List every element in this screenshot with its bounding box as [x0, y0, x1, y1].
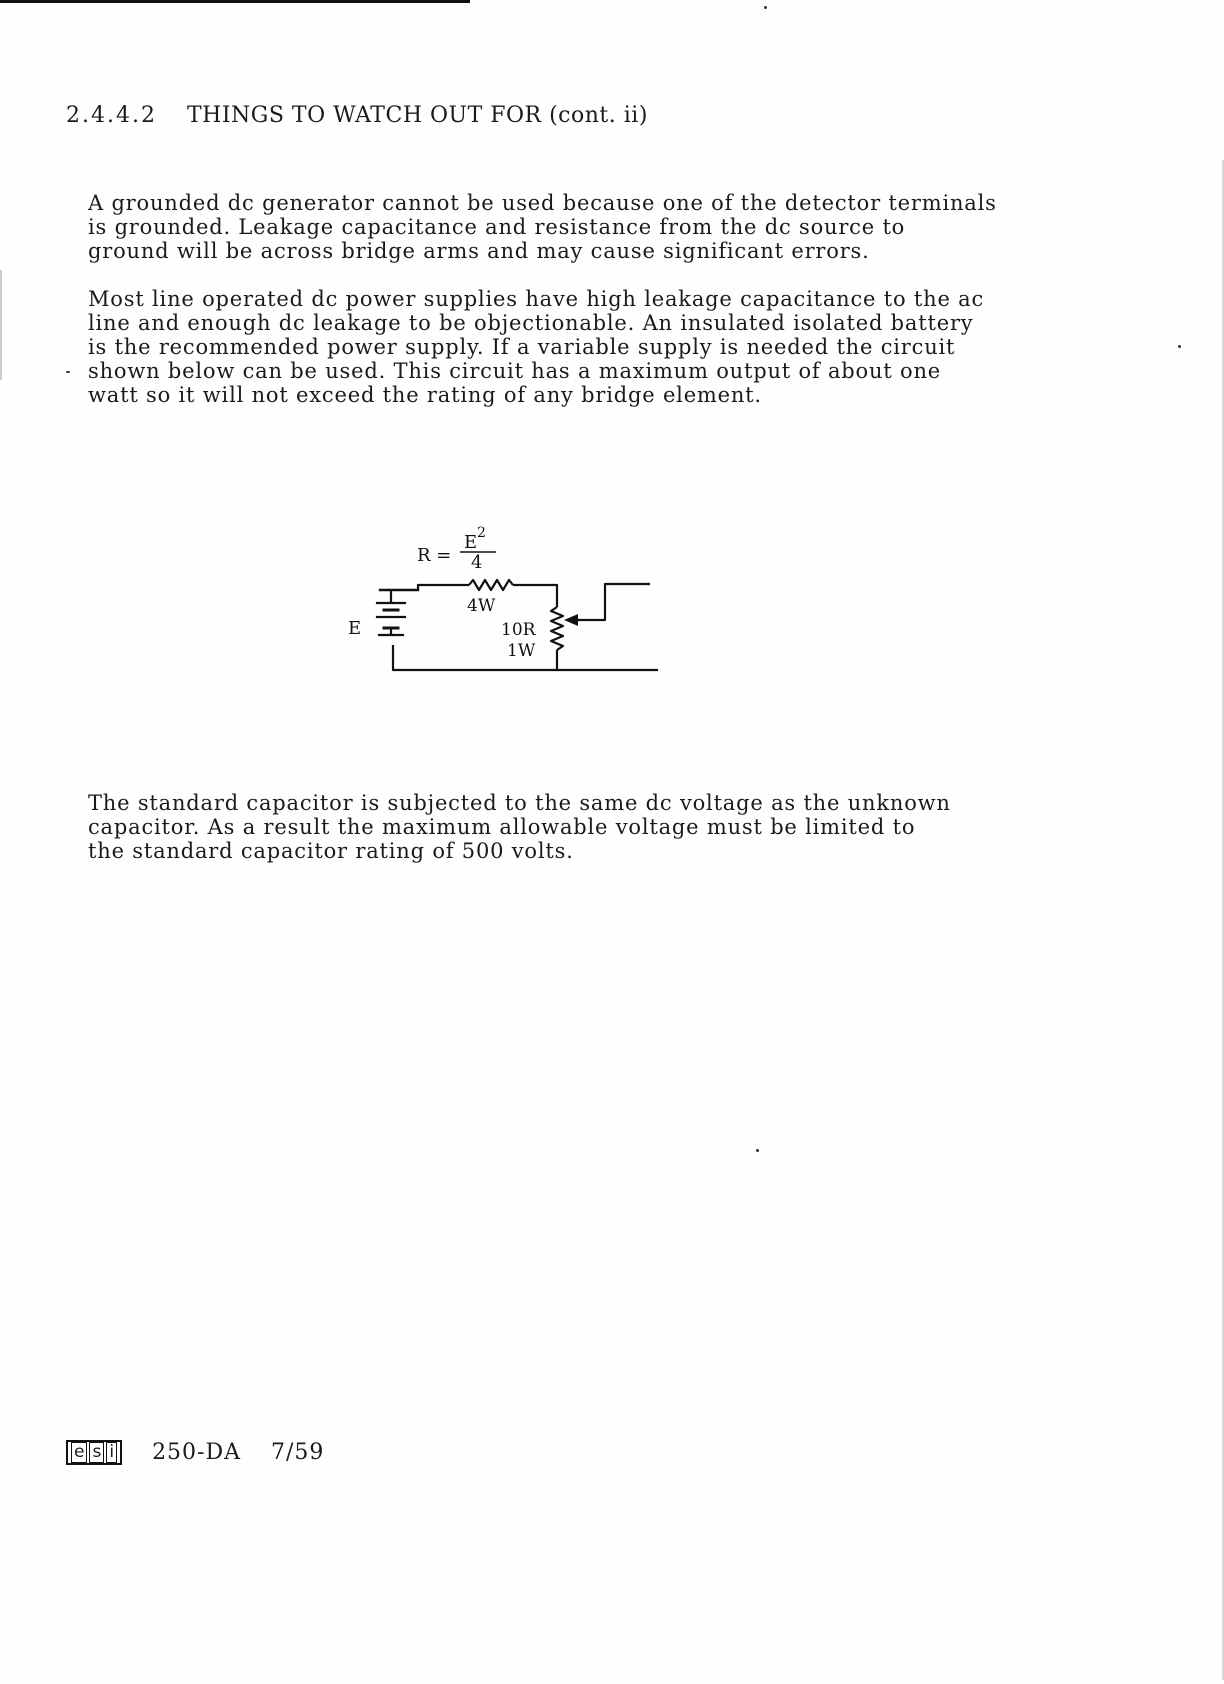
resistor-rating-label: 4W: [467, 596, 496, 616]
circuit-diagram: [348, 510, 680, 695]
formula-denominator: 4: [471, 552, 483, 573]
scan-speck: [1178, 345, 1181, 348]
wiper-arrow: [564, 614, 578, 626]
wiper-lead: [578, 584, 650, 620]
series-resistor: [469, 580, 513, 590]
scan-edge-left: [0, 270, 2, 380]
logo-letter: i: [106, 1442, 117, 1463]
battery-symbol: [377, 590, 418, 635]
formula-lhs: R =: [417, 545, 452, 566]
pot-value-label: 10R: [501, 620, 536, 640]
document-number: 250-DA: [152, 1440, 242, 1465]
section-title: THINGS TO WATCH OUT FOR (cont. ii): [186, 103, 648, 128]
document-date: 7/59: [271, 1440, 325, 1465]
logo-letter: e: [71, 1442, 87, 1463]
wire: [513, 585, 557, 607]
text-line: shown below can be used. This circuit has a maximum output of about one: [88, 359, 942, 383]
pot-rating-label: 1W: [507, 641, 536, 661]
esi-logo: [66, 1440, 122, 1465]
scan-speck: [756, 1149, 759, 1152]
paragraph-standard-capacitor: [88, 791, 1048, 863]
battery-label: E: [348, 618, 362, 639]
wire: [418, 585, 469, 590]
potentiometer: [551, 607, 563, 650]
text-line: Most line operated dc power supplies have high leakage capacitance to the ac: [88, 287, 985, 311]
text-line: capacitor. As a result the maximum allowable voltage must be limited to: [88, 815, 916, 839]
section-number: 2.4.4.2: [66, 103, 157, 128]
paragraph-grounded-generator: [88, 191, 1048, 263]
scan-border-line: [0, 0, 470, 3]
text-line: A grounded dc generator cannot be used because one of the detector terminals: [88, 191, 997, 215]
text-line: the standard capacitor rating of 500 volts.: [88, 839, 574, 863]
scan-speck: [66, 371, 70, 373]
paragraph-power-supplies: [88, 287, 1048, 407]
text-line: is grounded. Leakage capacitance and resistance from the dc source to: [88, 215, 906, 239]
page-footer: [66, 1440, 324, 1465]
section-heading: [66, 103, 648, 128]
text-line: The standard capacitor is subjected to the same dc voltage as the unknown: [88, 791, 951, 815]
scan-speck: [764, 6, 767, 9]
text-line: ground will be across bridge arms and may cause significant errors.: [88, 239, 870, 263]
formula-exponent: 2: [477, 525, 486, 541]
text-line: line and enough dc leakage to be objectionable. An insulated isolated battery: [88, 311, 974, 335]
formula-numerator: E: [464, 532, 478, 553]
text-line: is the recommended power supply. If a variable supply is needed the circuit: [88, 335, 956, 359]
text-line: watt so it will not exceed the rating of any bridge element.: [88, 383, 762, 407]
logo-letter: s: [89, 1442, 104, 1463]
